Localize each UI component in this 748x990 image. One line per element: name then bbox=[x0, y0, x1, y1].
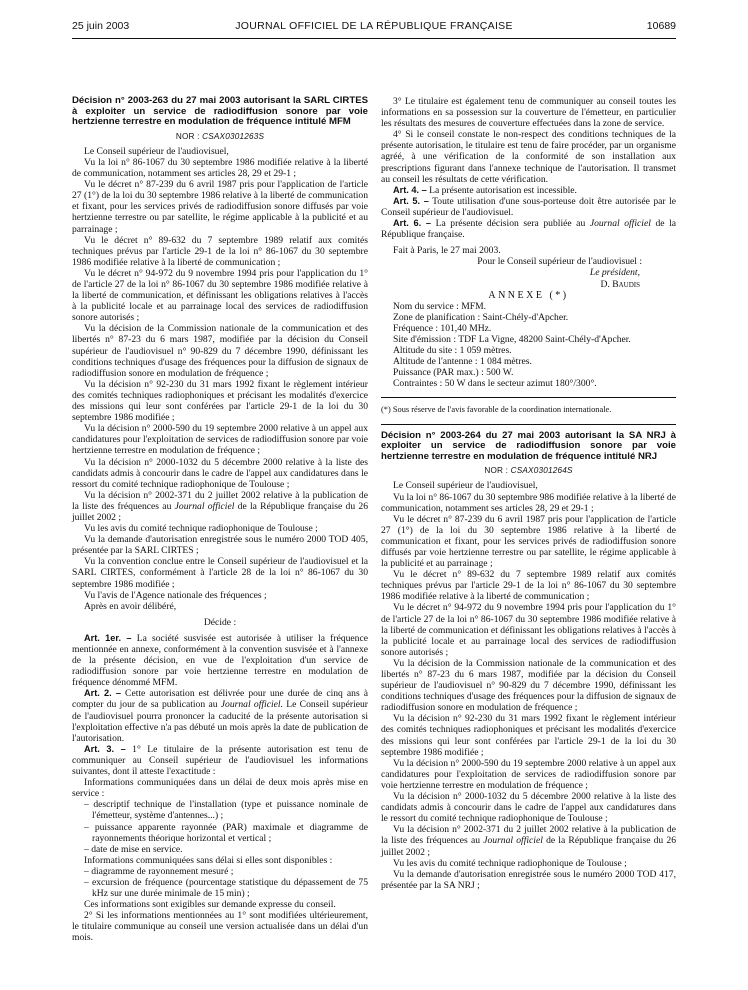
decide-heading: Décide : bbox=[203, 616, 237, 628]
signature-place-date: Fait à Paris, le 27 mai 2003. bbox=[393, 245, 501, 257]
paragraph: Informations communiquées dans un délai de deux mois après mise en service : bbox=[72, 777, 368, 800]
article-label: Art. 5. – bbox=[393, 195, 429, 206]
paragraph: Ces informations sont exigibles sur demande expresse du conseil. bbox=[84, 899, 336, 911]
nor-label: NOR : bbox=[484, 466, 509, 476]
paragraph: Vu le décret n° 87-239 du 6 avril 1987 pris pour l'application de l'article 27 (1°) de la loi du 30 septembre 1986 relative à la liberté de communication et fixant, pour les services privés de radiodiffusion sonore diffusés par voie hertzienne terrestre ou par satellite, le régime applicable à la publicité et au parrainage ; bbox=[72, 179, 368, 235]
signatory-name: D. Baudis bbox=[600, 278, 640, 290]
annex-item: Site d'émission : TDF La Vigne, 48200 Saint-Chély-d'Apcher. bbox=[393, 333, 631, 345]
header-rule bbox=[72, 38, 676, 39]
article-3 bbox=[72, 744, 368, 777]
article-text: Toute utilisation d'une sous-porteuse doit être autorisée par le Conseil supérieur de l'audiovisuel. bbox=[381, 195, 677, 218]
paragraph: Vu la décision n° 2000-1032 du 5 décembre 2000 relative à la liste des candidats admis à concourir dans le cadre de l'appel aux candidatures dans le ressort du comité technique radiophonique de Toulouse ; bbox=[381, 791, 676, 825]
article-text: Cette autorisation est délivrée pour une durée de cinq ans à compter du jour de sa publication au bbox=[72, 688, 368, 711]
decision-title-264: Décision n° 2003-264 du 27 mai 2003 autorisant la SA NRJ à exploiter un service de radiodiffusion sonore par voie hertzienne terrestre en modulation de fréquence intitulé NRJ bbox=[381, 429, 676, 462]
article-label: Art. 1er. – bbox=[84, 632, 132, 643]
paragraph: Vu les avis du comité technique radiophonique de Toulouse ; bbox=[393, 857, 627, 869]
paragraph: Vu la décision n° 2000-590 du 19 septembre 2000 relative à un appel aux candidatures pour l'exploitation de services de radiodiffusion sonore par voie hertzienne terrestre en modulation de fréquence ; bbox=[72, 423, 368, 457]
president-label: Le président, bbox=[589, 267, 640, 279]
paragraph: Vu la décision n° 92-230 du 31 mars 1992 fixant le règlement intérieur des comités techniques radiophoniques et précisant les modalités d'exercice des missions qui leur sont conférées par l'article 29-1 de la loi du 30 septembre 1986 modifiée ; bbox=[381, 713, 676, 758]
left-column bbox=[72, 96, 368, 944]
paragraph: Vu la décision de la Commission nationale de la communication et des libertés n° 87-23 du 6 mars 1987, modifiée par la décision du Conseil supérieur de l'audiovisuel n° 90-829 du 7 décembre 1990, définissant les conditions techniques d'usage des fréquences pour la diffusion de signaux de radiodiffusion sonore en modulation de fréquence ; bbox=[381, 657, 676, 714]
paragraph: Vu la décision n° 2000-590 du 19 septembre 2000 relative à un appel aux candidatures pour l'exploitation de services de radiodiffusion sonore par voie hertzienne terrestre en modulation de fréquence ; bbox=[381, 757, 676, 791]
paragraph: Vu la décision n° 92-230 du 31 mars 1992 fixant le règlement intérieur des comités techniques radiophoniques et précisant les modalités d'exercice des missions qui leur sont conférées par l'article 29-1 de la loi du 30 septembre 1986 modifiée ; bbox=[72, 378, 368, 424]
list-item: – descriptif technique de l'installation (type et puissance nominale de l'émetteur, système d'antennes...) ; bbox=[84, 799, 368, 822]
annex-item: Altitude de l'antenne : 1 084 mètres. bbox=[393, 356, 532, 368]
article-4 bbox=[381, 185, 676, 196]
paragraph: Vu le décret n° 94-972 du 9 novembre 1994 pris pour l'application du 1° de l'article 27 de la loi n° 86-1067 du 30 septembre 1986 modifiée relative à la liberté de communication, et définissant les obligations relatives à l'accès à la publicité locale et au parrainage local des services de radiodiffusion sonore autorisés ; bbox=[72, 267, 368, 324]
paragraph: 4° Si le conseil constate le non-respect des conditions techniques de la présente autorisation, le titulaire est tenu de faire procéder, par un organisme agréé, à une vérification de la conformité de son installation aux prescriptions figurant dans l'annexe technique de l'autorisation. Il transmet au conseil les résultats de cette vérification. bbox=[381, 129, 676, 185]
annex-item: Contraintes : 50 W dans le secteur azimut 180°/300°. bbox=[393, 378, 597, 390]
article-text: Le Conseil supérieur de l'audiovisuel pourra prononcer la caducité de la présente autorisation si l'exploitation effective n'a pas débuté un mois après la date de publication de l'autorisation. bbox=[72, 699, 368, 744]
article-5 bbox=[381, 196, 676, 218]
list-item: – puissance apparente rayonnée (PAR) maximale et diagramme de rayonnements théorique horizontal et vertical ; bbox=[84, 821, 368, 844]
footnote: (*) Sous réserve de l'avis favorable de la coordination internationale. bbox=[381, 405, 612, 415]
page-number: 10689 bbox=[646, 20, 676, 32]
paragraph: 2° Si les informations mentionnées au 1° sont modifiées ultérieurement, le titulaire communique au conseil une version actualisée dans un délai d'un mois. bbox=[72, 910, 368, 944]
article-text: La présente autorisation est incessible. bbox=[426, 184, 577, 196]
list-item: – date de mise en service. bbox=[84, 843, 183, 855]
paragraph-end: de la République française du 26 juillet 2002 ; bbox=[381, 835, 676, 858]
article-label: Art. 3. – bbox=[84, 743, 126, 754]
article-1 bbox=[72, 633, 368, 688]
article-text: La présente décision sera publiée au bbox=[431, 218, 590, 230]
article-text: de la République française. bbox=[381, 218, 676, 241]
article-2 bbox=[72, 688, 368, 743]
paragraph: Vu le décret n° 89-632 du 7 septembre 1989 relatif aux comités techniques prévus par l'article 29-1 de la loi n° 86-1067 du 30 septembre 1986 modifiée relative à la liberté de communication ; bbox=[381, 569, 676, 603]
annex-item: Altitude du site : 1 059 mètres. bbox=[393, 345, 512, 357]
paragraph: Vu la décision n° 2000-1032 du 5 décembre 2000 relative à la liste des candidats admis à concourir dans le cadre de l'appel aux candidatures dans le ressort du comité technique radiophonique de Toulouse ; bbox=[72, 456, 368, 490]
article-text: La société susvisée est autorisée à utiliser la fréquence mentionnée en annexe, conformément à la convention susvisée et à l'annexe de la présente décision, en vue de l'exploitation d'un service de radiodiffusion sonore par voie hertzienne terrestre en modulation de fréquence dénommé MFM. bbox=[72, 632, 368, 689]
article-6 bbox=[381, 218, 676, 240]
journal-officiel-italic: Journal officiel. bbox=[220, 699, 283, 711]
nor-code: CSAX0301264S bbox=[510, 466, 573, 476]
paragraph: Vu les avis du comité technique radiophonique de Toulouse ; bbox=[84, 523, 318, 535]
list-item: – excursion de fréquence (pourcentage statistique du dépassement de 75 kHz sur une durée minimale de 15 min) ; bbox=[84, 876, 368, 900]
paragraph: Vu la loi n° 86-1067 du 30 septembre 986 modifiée relative à la liberté de communication, notamment ses articles 28, 29 et 29-1 ; bbox=[381, 491, 676, 514]
nor-reference-264 bbox=[381, 465, 676, 476]
page-header bbox=[72, 16, 676, 34]
article-label: Art. 2. – bbox=[84, 688, 121, 699]
journal-officiel-italic: Journal officiel bbox=[174, 500, 235, 512]
paragraph: Informations communiquées sans délai si elles sont disponibles : bbox=[84, 854, 333, 866]
paragraph: 3° Le titulaire est également tenu de communiquer au conseil toutes les informations en sa possession sur la couverture de l'émetteur, en particulier les résultats des mesures de couverture effectuées dans la zone de service. bbox=[381, 96, 676, 130]
journal-title: JOURNAL OFFICIEL DE LA RÉPUBLIQUE FRANÇAISE bbox=[235, 20, 513, 32]
nor-label: NOR : bbox=[175, 131, 200, 141]
paragraph: Vu la demande d'autorisation enregistrée sous le numéro 2000 TOD 405, présentée par la SARL CIRTES ; bbox=[72, 534, 368, 557]
paragraph bbox=[72, 490, 368, 523]
paragraph: Vu la loi n° 86-1067 du 30 septembre 1986 modifiée relative à la liberté de communication, notamment ses articles 28, 29 et 29-1 ; bbox=[72, 156, 368, 180]
paragraph: Vu le décret n° 89-632 du 7 septembre 1989 relatif aux comités techniques prévus par l'article 29-1 de la loi n° 86-1067 du 30 septembre 1986 modifiée relative à la liberté de communication ; bbox=[72, 234, 368, 268]
annexe-heading: ANNEXE (*) bbox=[488, 289, 569, 301]
paragraph: Vu le décret n° 87-239 du 6 avril 1987 pris pour l'application de l'article 27 (1°) de la loi du 30 septembre 1986 relative à la liberté de communication et fixant, pour les services privés de radiodiffusion sonore diffusés par voie hertzienne terrestre ou par satellite, le régime applicable à la publicité et au parrainage ; bbox=[381, 513, 676, 570]
nor-code: CSAX0301263S bbox=[202, 131, 265, 141]
article-text: 1° Le titulaire de la présente autorisation est tenu de communiquer au Conseil supérieur de l'audiovisuel les informations suivantes, dont il atteste l'exactitude : bbox=[72, 743, 368, 778]
footnote-rule bbox=[381, 397, 676, 398]
paragraph-end: de la République française du 26 juillet 2002 ; bbox=[72, 500, 369, 523]
paragraph-start: Vu la décision n° 2002-371 du 2 juillet 2002 relative à la publication de la liste des fréquences au bbox=[72, 489, 368, 512]
journal-officiel-italic: Journal officiel bbox=[483, 835, 543, 847]
annex-item: Zone de planification : Saint-Chély-d'Apcher. bbox=[393, 311, 569, 323]
section-rule bbox=[381, 424, 676, 425]
issue-date: 25 juin 2003 bbox=[72, 20, 130, 32]
paragraph: Le Conseil supérieur de l'audiovisuel, bbox=[84, 145, 229, 157]
annex-item: Nom du service : MFM. bbox=[393, 300, 487, 312]
paragraph: Vu la décision de la Commission nationale de la communication et des libertés n° 87-23 du 6 mars 1987, modifiée par la décision du Conseil supérieur de l'audiovisuel n° 90-829 du 7 décembre 1990, définissant les conditions techniques d'usage des fréquences pour la diffusion de signaux de radiodiffusion sonore en modulation de fréquence ; bbox=[72, 323, 368, 379]
paragraph: Vu la convention conclue entre le Conseil supérieur de l'audiovisuel et la SARL CIRTES, conformément à l'article 28 de la loi n° 86-1067 du 30 septembre 1986 modifiée ; bbox=[72, 556, 368, 590]
paragraph-start: Vu la décision n° 2002-371 du 2 juillet 2002 relative à la publication de la liste des fréquences au bbox=[381, 824, 676, 847]
article-label: Art. 4. – bbox=[393, 184, 427, 195]
annex-item: Puissance (PAR max.) : 500 W. bbox=[393, 367, 514, 379]
journal-officiel-italic: Journal officiel bbox=[589, 218, 651, 230]
paragraph: Vu la demande d'autorisation enregistrée sous le numéro 2000 TOD 417, présentée par la SA NRJ ; bbox=[381, 868, 676, 891]
annex-item: Fréquence : 101,40 MHz. bbox=[393, 322, 492, 334]
paragraph: Après en avoir délibéré, bbox=[84, 600, 177, 612]
paragraph: Vu l'avis de l'Agence nationale des fréquences ; bbox=[84, 589, 267, 601]
article-label: Art. 6. – bbox=[393, 218, 432, 229]
paragraph: Vu le décret n° 94-972 du 9 novembre 1994 pris pour l'application du 1° de l'article 27 de la loi n° 86-1067 du 30 septembre 1986 modifiée relative à la liberté de communication et définissant les obligations relatives à l'accès à la publicité locale et au parrainage local des services de radiodiffusion sonore autorisés ; bbox=[381, 602, 676, 658]
signature-title bbox=[381, 267, 676, 278]
paragraph bbox=[381, 824, 676, 857]
paragraph: Le Conseil supérieur de l'audiovisuel, bbox=[393, 480, 538, 492]
list-item: – diagramme de rayonnement mesuré ; bbox=[84, 865, 234, 877]
right-column bbox=[381, 96, 676, 891]
decision-title-263: Décision n° 2003-263 du 27 mai 2003 autorisant la SARL CIRTES à exploiter un service de radiodiffusion sonore par voie hertzienne terrestre en modulation de fréquence intitulé MFM bbox=[72, 95, 368, 128]
nor-reference-263 bbox=[72, 131, 368, 142]
signature-for: Pour le Conseil supérieur de l'audiovisuel : bbox=[477, 256, 642, 268]
